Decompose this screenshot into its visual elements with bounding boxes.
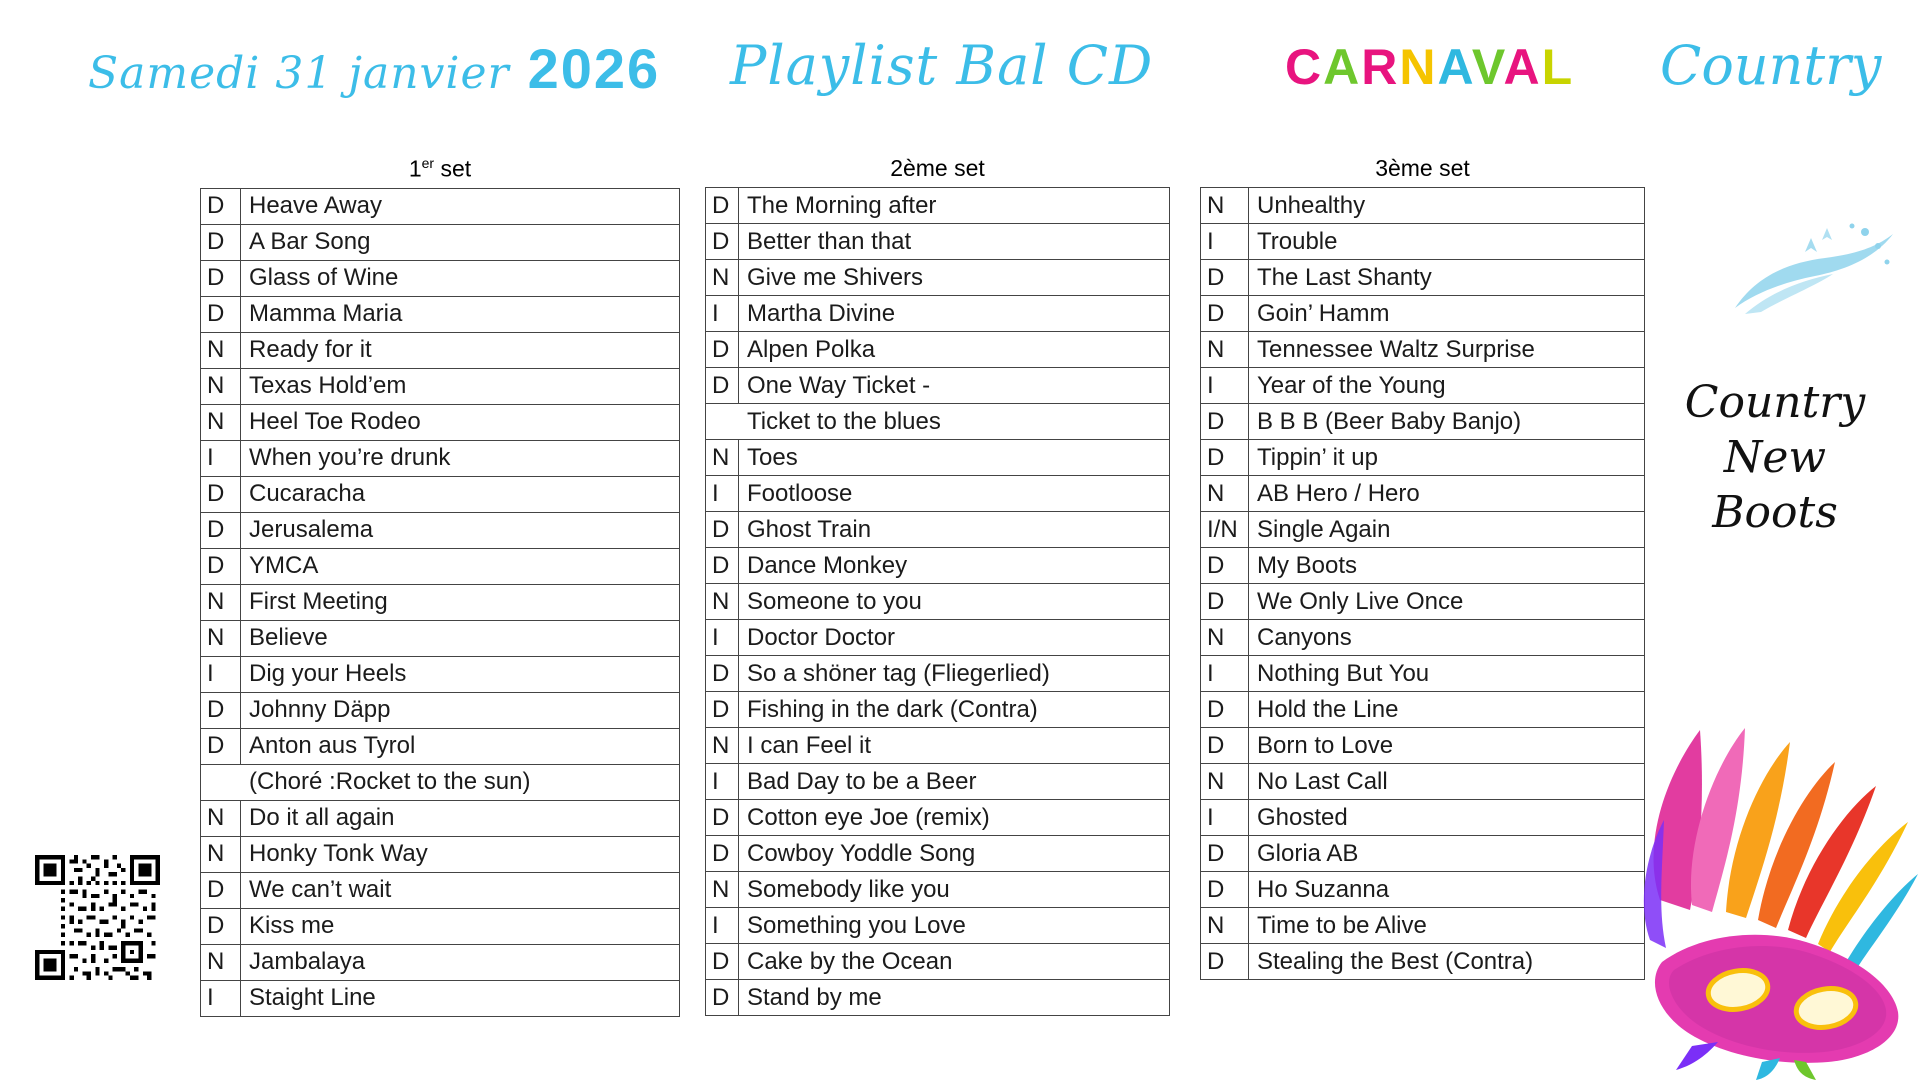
song-category: N	[1201, 908, 1249, 944]
song-category: I	[201, 656, 241, 692]
song-title: Somebody like you	[739, 872, 1170, 908]
song-category: D	[201, 728, 241, 764]
table-row	[201, 908, 680, 944]
table-row	[201, 656, 680, 692]
song-category: N	[201, 800, 241, 836]
table-row	[1201, 368, 1645, 404]
song-title: Cowboy Yoddle Song	[739, 836, 1170, 872]
table-row	[706, 476, 1170, 512]
song-title: Stand by me	[739, 980, 1170, 1016]
table-row	[706, 620, 1170, 656]
table-row	[706, 872, 1170, 908]
song-title: Goin’ Hamm	[1249, 296, 1645, 332]
song-title: My Boots	[1249, 548, 1645, 584]
country-wordmark: Country	[1660, 34, 1882, 97]
song-category: D	[706, 980, 739, 1016]
table-row	[706, 584, 1170, 620]
page-title: Playlist Bal CD	[730, 34, 1154, 97]
set-1-ordinal-suffix: er	[421, 155, 435, 171]
table-row	[201, 764, 680, 800]
table-row	[1201, 908, 1645, 944]
table-row	[706, 260, 1170, 296]
song-category: I	[706, 296, 739, 332]
page-header	[0, 0, 1920, 140]
table-row	[1201, 512, 1645, 548]
table-row	[706, 188, 1170, 224]
song-category: I	[1201, 368, 1249, 404]
song-category: D	[706, 692, 739, 728]
table-row	[1201, 836, 1645, 872]
song-category: N	[201, 836, 241, 872]
song-title: Footloose	[739, 476, 1170, 512]
carnival-mask-icon	[1630, 690, 1920, 1080]
song-title: Stealing the Best (Contra)	[1249, 944, 1645, 980]
song-category: N	[1201, 476, 1249, 512]
table-row	[1201, 764, 1645, 800]
table-row	[1201, 224, 1645, 260]
table-row	[201, 944, 680, 980]
song-title: (Choré :Rocket to the sun)	[241, 764, 680, 800]
song-title: Cucaracha	[241, 476, 680, 512]
song-category: N	[1201, 764, 1249, 800]
song-category: D	[706, 836, 739, 872]
song-category: D	[201, 692, 241, 728]
song-title: Ghost Train	[739, 512, 1170, 548]
table-row	[706, 944, 1170, 980]
table-row	[706, 548, 1170, 584]
song-title: Heave Away	[241, 188, 680, 224]
table-row	[201, 260, 680, 296]
song-category: D	[706, 548, 739, 584]
table-row	[706, 764, 1170, 800]
song-title: Trouble	[1249, 224, 1645, 260]
set-column-2	[705, 155, 1170, 1016]
song-title: Something you Love	[739, 908, 1170, 944]
song-category	[706, 404, 739, 440]
table-row	[1201, 656, 1645, 692]
carnaval-wordmark	[1285, 38, 1574, 96]
table-row	[706, 404, 1170, 440]
song-title: Mamma Maria	[241, 296, 680, 332]
song-category: N	[706, 584, 739, 620]
song-title: The Morning after	[739, 188, 1170, 224]
table-row	[706, 440, 1170, 476]
table-row	[706, 908, 1170, 944]
song-title: Doctor Doctor	[739, 620, 1170, 656]
song-title: Kiss me	[241, 908, 680, 944]
song-category: I	[706, 620, 739, 656]
song-category: D	[1201, 260, 1249, 296]
table-row	[706, 800, 1170, 836]
song-category: N	[201, 944, 241, 980]
song-title: Unhealthy	[1249, 188, 1645, 224]
song-category: N	[706, 260, 739, 296]
table-row	[706, 296, 1170, 332]
table-row	[706, 368, 1170, 404]
song-category: I	[201, 980, 241, 1016]
song-title: Dance Monkey	[739, 548, 1170, 584]
song-title: Nothing But You	[1249, 656, 1645, 692]
set-3-title	[1200, 155, 1645, 182]
song-category: I	[201, 440, 241, 476]
song-title: Alpen Polka	[739, 332, 1170, 368]
set-2-song-table	[705, 187, 1170, 1016]
carnaval-letter-2: A	[1323, 39, 1362, 95]
song-category: D	[201, 476, 241, 512]
table-row	[706, 980, 1170, 1016]
song-title: Toes	[739, 440, 1170, 476]
table-row	[201, 836, 680, 872]
song-category: I	[1201, 656, 1249, 692]
song-category: D	[706, 800, 739, 836]
song-title: B B B (Beer Baby Banjo)	[1249, 404, 1645, 440]
song-category: I	[1201, 800, 1249, 836]
song-title: Year of the Young	[1249, 368, 1645, 404]
song-title: Canyons	[1249, 620, 1645, 656]
song-category: D	[201, 188, 241, 224]
song-title: Heel Toe Rodeo	[241, 404, 680, 440]
table-row	[706, 692, 1170, 728]
table-row	[201, 584, 680, 620]
set-1-number: 1	[408, 155, 422, 182]
set-1-title	[200, 155, 680, 183]
song-title: We Only Live Once	[1249, 584, 1645, 620]
song-title: Time to be Alive	[1249, 908, 1645, 944]
set-column-3	[1200, 155, 1645, 980]
table-row	[201, 980, 680, 1016]
song-category: I	[706, 764, 739, 800]
set-3-label: 3ème set	[1375, 155, 1470, 181]
song-category: I	[706, 476, 739, 512]
song-category: D	[706, 368, 739, 404]
song-category: D	[706, 944, 739, 980]
song-category: D	[201, 872, 241, 908]
song-category: D	[1201, 296, 1249, 332]
table-row	[1201, 692, 1645, 728]
song-title: Honky Tonk Way	[241, 836, 680, 872]
table-row	[1201, 404, 1645, 440]
table-row	[201, 872, 680, 908]
song-category: N	[706, 872, 739, 908]
song-title: The Last Shanty	[1249, 260, 1645, 296]
song-category: D	[1201, 836, 1249, 872]
song-category: D	[1201, 584, 1249, 620]
table-row	[201, 476, 680, 512]
song-category: N	[201, 584, 241, 620]
table-row	[1201, 944, 1645, 980]
song-category: N	[1201, 188, 1249, 224]
song-category: D	[706, 188, 739, 224]
song-title: No Last Call	[1249, 764, 1645, 800]
song-title: Staight Line	[241, 980, 680, 1016]
song-category: D	[706, 656, 739, 692]
song-category: D	[201, 548, 241, 584]
song-title: Believe	[241, 620, 680, 656]
event-year: 2026	[527, 37, 661, 100]
table-row	[706, 224, 1170, 260]
song-title: I can Feel it	[739, 728, 1170, 764]
song-category: D	[1201, 728, 1249, 764]
brand-line-3: Boots	[1712, 487, 1838, 538]
song-category: D	[1201, 872, 1249, 908]
song-category: N	[201, 332, 241, 368]
song-title: Better than that	[739, 224, 1170, 260]
song-category: D	[201, 296, 241, 332]
song-category: I	[1201, 224, 1249, 260]
table-row	[1201, 584, 1645, 620]
song-category: D	[201, 224, 241, 260]
brand-line-2: New	[1723, 432, 1827, 483]
table-row	[201, 332, 680, 368]
brand-wordmark	[1660, 375, 1890, 540]
song-title: Someone to you	[739, 584, 1170, 620]
song-category: D	[706, 512, 739, 548]
table-row	[201, 512, 680, 548]
table-row	[201, 296, 680, 332]
song-category: N	[201, 404, 241, 440]
song-title: Hold the Line	[1249, 692, 1645, 728]
song-title: A Bar Song	[241, 224, 680, 260]
song-category: D	[1201, 548, 1249, 584]
set-1-label: set	[434, 155, 472, 182]
table-row	[201, 440, 680, 476]
set-column-1	[200, 155, 680, 1017]
table-row	[706, 728, 1170, 764]
song-category: N	[1201, 620, 1249, 656]
qr-code[interactable]	[35, 855, 160, 980]
song-title: We can’t wait	[241, 872, 680, 908]
table-row	[201, 404, 680, 440]
table-row	[706, 656, 1170, 692]
song-title: Give me Shivers	[739, 260, 1170, 296]
song-category	[201, 764, 241, 800]
song-title: Fishing in the dark (Contra)	[739, 692, 1170, 728]
song-title: Ready for it	[241, 332, 680, 368]
table-row	[201, 728, 680, 764]
table-row	[201, 620, 680, 656]
song-title: When you’re drunk	[241, 440, 680, 476]
table-row	[201, 692, 680, 728]
table-row	[201, 368, 680, 404]
song-title: Jerusalema	[241, 512, 680, 548]
song-category: N	[201, 620, 241, 656]
song-title: AB Hero / Hero	[1249, 476, 1645, 512]
table-row	[1201, 440, 1645, 476]
table-row	[1201, 728, 1645, 764]
event-date	[88, 36, 660, 101]
table-row	[1201, 188, 1645, 224]
song-category: D	[201, 512, 241, 548]
event-date-text: Samedi 31 janvier	[88, 48, 510, 99]
table-row	[706, 836, 1170, 872]
song-category: N	[706, 728, 739, 764]
carnaval-letter-5: A	[1437, 39, 1472, 95]
song-category: I/N	[1201, 512, 1249, 548]
carnaval-letter-6: V	[1471, 39, 1504, 95]
table-row	[1201, 620, 1645, 656]
table-row	[1201, 332, 1645, 368]
song-title: First Meeting	[241, 584, 680, 620]
song-title: Do it all again	[241, 800, 680, 836]
brand-line-1: Country	[1684, 377, 1866, 428]
song-category: N	[1201, 332, 1249, 368]
table-row	[1201, 800, 1645, 836]
song-category: I	[706, 908, 739, 944]
song-title: Tennessee Waltz Surprise	[1249, 332, 1645, 368]
song-title: Cotton eye Joe (remix)	[739, 800, 1170, 836]
song-category: D	[1201, 404, 1249, 440]
song-title: Ho Suzanna	[1249, 872, 1645, 908]
song-category: N	[201, 368, 241, 404]
song-category: D	[1201, 440, 1249, 476]
table-row	[706, 512, 1170, 548]
carnaval-letter-7: A	[1503, 39, 1542, 95]
carnaval-letter-4: N	[1399, 39, 1438, 95]
table-row	[1201, 548, 1645, 584]
water-splash-icon	[1715, 218, 1905, 328]
song-title: Cake by the Ocean	[739, 944, 1170, 980]
set-3-song-table	[1200, 187, 1645, 980]
table-row	[1201, 260, 1645, 296]
song-title: YMCA	[241, 548, 680, 584]
set-1-song-table	[200, 188, 680, 1017]
carnaval-letter-1: C	[1285, 39, 1324, 95]
table-row	[1201, 476, 1645, 512]
song-title: Gloria AB	[1249, 836, 1645, 872]
song-title: Glass of Wine	[241, 260, 680, 296]
song-category: D	[1201, 944, 1249, 980]
song-category: D	[706, 332, 739, 368]
table-row	[201, 548, 680, 584]
song-title: Ticket to the blues	[739, 404, 1170, 440]
song-title: Anton aus Tyrol	[241, 728, 680, 764]
song-title: One Way Ticket -	[739, 368, 1170, 404]
song-title: Dig your Heels	[241, 656, 680, 692]
song-title: Ghosted	[1249, 800, 1645, 836]
set-2-label: 2ème set	[890, 155, 985, 181]
song-category: D	[706, 224, 739, 260]
song-title: So a shöner tag (Fliegerlied)	[739, 656, 1170, 692]
song-category: D	[201, 908, 241, 944]
table-row	[1201, 872, 1645, 908]
carnaval-letter-3: R	[1361, 39, 1400, 95]
song-title: Single Again	[1249, 512, 1645, 548]
table-row	[706, 332, 1170, 368]
table-row	[201, 800, 680, 836]
song-title: Martha Divine	[739, 296, 1170, 332]
table-row	[201, 224, 680, 260]
set-2-title	[705, 155, 1170, 182]
song-title: Born to Love	[1249, 728, 1645, 764]
song-title: Bad Day to be a Beer	[739, 764, 1170, 800]
song-title: Texas Hold’em	[241, 368, 680, 404]
carnaval-letter-8: L	[1541, 39, 1575, 95]
song-title: Jambalaya	[241, 944, 680, 980]
table-row	[1201, 296, 1645, 332]
song-category: N	[706, 440, 739, 476]
song-category: D	[201, 260, 241, 296]
song-title: Johnny Däpp	[241, 692, 680, 728]
qr-code-image	[35, 855, 160, 980]
song-title: Tippin’ it up	[1249, 440, 1645, 476]
table-row	[201, 188, 680, 224]
song-category: D	[1201, 692, 1249, 728]
